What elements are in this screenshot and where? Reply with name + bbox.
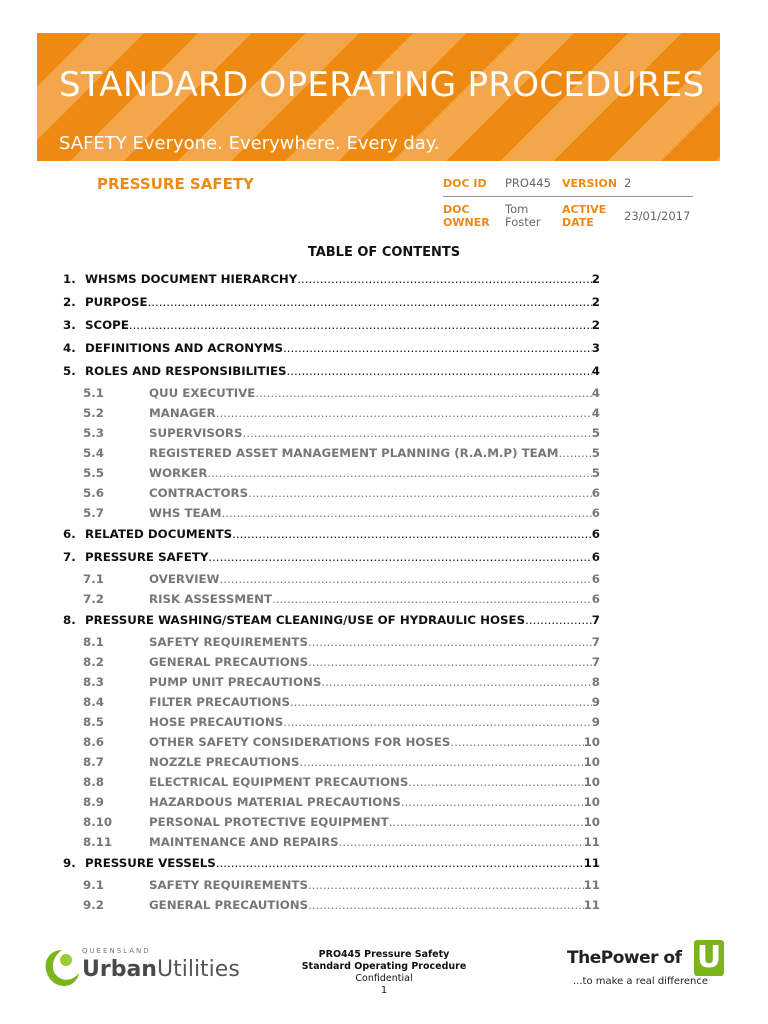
toc-entry-title: GENERAL PRECAUTIONS: [149, 655, 309, 669]
toc-entry[interactable]: [63, 812, 600, 832]
toc-entry-title: REGISTERED ASSET MANAGEMENT PLANNING (R.A.M.P) TEAM: [149, 446, 559, 460]
toc-entry-page: 4: [591, 406, 600, 420]
toc-entry-number: 9.2: [83, 898, 104, 912]
header-banner: [37, 33, 720, 161]
footer-info: [284, 949, 484, 997]
toc-entry-title: MANAGER: [149, 406, 216, 420]
toc-entry[interactable]: [63, 732, 600, 752]
toc-entry-title: PRESSURE SAFETY: [85, 550, 209, 564]
toc-entry-page: 10: [583, 755, 600, 769]
toc-entry-leader: [308, 895, 583, 915]
doc-owner-value: [505, 203, 562, 229]
doc-owner-label-line1: DOC: [443, 203, 470, 216]
toc-entry-leader: [216, 852, 584, 875]
toc-entry-page: 6: [591, 550, 600, 564]
toc-entry[interactable]: [63, 752, 600, 772]
toc-entry-number: 8.3: [83, 675, 104, 689]
toc-entry-leader: [308, 652, 592, 672]
version-value: 2: [624, 175, 632, 190]
toc-entry-leader: [255, 383, 591, 403]
toc-entry-title: OVERVIEW: [149, 572, 220, 586]
toc-entry-number: 8.4: [83, 695, 104, 709]
toc-entry-number: 6.: [63, 527, 76, 541]
meta-row-id: [443, 170, 693, 197]
table-of-contents: [63, 268, 600, 915]
toc-entry[interactable]: [63, 503, 600, 523]
toc-entry-title: NOZZLE PRECAUTIONS: [149, 755, 300, 769]
toc-entry[interactable]: [63, 712, 600, 732]
toc-entry-leader: [299, 752, 583, 772]
toc-entry-page: 6: [591, 572, 600, 586]
toc-entry-number: 8.: [63, 613, 76, 627]
toc-entry-title: PUMP UNIT PRECAUTIONS: [149, 675, 322, 689]
toc-entry-number: 9.1: [83, 878, 104, 892]
doc-owner-first: Tom: [505, 202, 529, 216]
toc-entry[interactable]: [63, 268, 600, 291]
toc-entry-page: 10: [583, 735, 600, 749]
toc-entry[interactable]: [63, 483, 600, 503]
toc-entry-title: SUPERVISORS: [149, 426, 243, 440]
toc-entry-number: 2.: [63, 295, 76, 309]
toc-entry[interactable]: [63, 360, 600, 383]
toc-entry-title: WORKER: [149, 466, 208, 480]
toc-entry-title: RELATED DOCUMENTS: [85, 527, 233, 541]
toc-entry[interactable]: [63, 337, 600, 360]
toc-entry[interactable]: [63, 832, 600, 852]
toc-entry-page: 3: [591, 341, 600, 355]
toc-entry-title: PERSONAL PROTECTIVE EQUIPMENT: [149, 815, 389, 829]
toc-entry-page: 10: [583, 775, 600, 789]
toc-entry-title: RISK ASSESSMENT: [149, 592, 273, 606]
toc-entry-leader: [287, 360, 592, 383]
toc-entry-title: ELECTRICAL EQUIPMENT PRECAUTIONS: [149, 775, 409, 789]
toc-entry-title: SCOPE: [85, 318, 129, 332]
toc-entry-leader: [221, 503, 591, 523]
toc-entry-leader: [401, 792, 584, 812]
toc-entry-page: 2: [591, 295, 600, 309]
toc-title: TABLE OF CONTENTS: [307, 245, 461, 260]
toc-entry[interactable]: [63, 291, 600, 314]
toc-entry-page: 10: [583, 815, 600, 829]
toc-entry-number: 7.1: [83, 572, 104, 586]
toc-entry-leader: [207, 463, 591, 483]
doc-id-label: DOC ID: [443, 176, 487, 190]
urban-utilities-logo: [42, 944, 240, 994]
toc-entry-page: 7: [591, 655, 600, 669]
toc-entry-leader: [308, 875, 584, 895]
footer-doc-name: PRO445 Pressure Safety: [318, 949, 450, 960]
banner-title: STANDARD OPERATING PROCEDURES: [59, 65, 705, 105]
toc-entry-leader: [559, 443, 592, 463]
toc-entry-page: 5: [591, 466, 600, 480]
toc-entry[interactable]: [63, 589, 600, 609]
doc-id-value: PRO445: [505, 175, 551, 190]
toc-entry-page: 6: [591, 527, 600, 541]
toc-entry-page: 6: [591, 506, 600, 520]
toc-entry[interactable]: [63, 569, 600, 589]
toc-entry-page: 7: [591, 635, 600, 649]
active-date-label: [562, 203, 624, 229]
toc-entry-page: 9: [591, 715, 600, 729]
toc-entry-number: 1.: [63, 272, 76, 286]
toc-entry-leader: [321, 672, 591, 692]
toc-entry-page: 7: [591, 613, 600, 627]
doc-owner-label-line2: OWNER: [443, 216, 490, 229]
active-date-value: 23/01/2017: [624, 209, 691, 223]
toc-entry-title: HAZARDOUS MATERIAL PRECAUTIONS: [149, 795, 401, 809]
toc-entry-leader: [208, 546, 591, 569]
toc-entry-number: 3.: [63, 318, 76, 332]
toc-entry-page: 6: [591, 486, 600, 500]
toc-entry-title: WHSMS DOCUMENT HIERARCHY: [85, 272, 298, 286]
banner-subtitle: SAFETY Everyone. Everywhere. Every day.: [59, 133, 440, 154]
toc-entry[interactable]: [63, 672, 600, 692]
toc-entry-number: 8.11: [83, 835, 113, 849]
toc-entry-number: 7.: [63, 550, 76, 564]
toc-entry-number: 8.2: [83, 655, 104, 669]
toc-entry-leader: [308, 632, 592, 652]
active-date-label-line2: DATE: [562, 216, 594, 229]
footer-confidential: Confidential: [355, 973, 413, 984]
toc-entry-number: 5.4: [83, 446, 104, 460]
toc-entry-page: 5: [591, 426, 600, 440]
document-metadata: [443, 170, 693, 229]
toc-entry-page: 2: [591, 272, 600, 286]
version-label: VERSION: [562, 176, 618, 190]
toc-entry-page: 6: [591, 592, 600, 606]
toc-entry-title: PRESSURE VESSELS: [85, 856, 216, 870]
document-title: PRESSURE SAFETY: [97, 175, 254, 193]
toc-entry-number: 5.1: [83, 386, 104, 400]
urban-utilities-mark-icon: [42, 946, 82, 990]
toc-entry-leader: [283, 337, 592, 360]
toc-entry[interactable]: [63, 875, 600, 895]
toc-entry-title: QUU EXECUTIVE: [149, 386, 256, 400]
toc-entry-leader: [129, 314, 592, 337]
toc-entry-number: 5.: [63, 364, 76, 378]
toc-entry[interactable]: [63, 895, 600, 915]
toc-entry-page: 4: [591, 386, 600, 400]
toc-entry[interactable]: [63, 463, 600, 483]
power-of-text: ThePower of: [567, 948, 682, 968]
toc-entry-page: 2: [591, 318, 600, 332]
toc-entry-leader: [525, 609, 592, 632]
toc-entry-title: SAFETY REQUIREMENTS: [149, 878, 308, 892]
power-u-letter: U: [694, 940, 724, 976]
toc-entry-leader: [408, 772, 583, 792]
active-date-label-line1: ACTIVE: [562, 203, 607, 216]
toc-entry-title: PURPOSE: [85, 295, 148, 309]
toc-entry[interactable]: [63, 609, 600, 632]
toc-entry-leader: [339, 832, 584, 852]
toc-entry[interactable]: [63, 652, 600, 672]
toc-entry-page: 10: [583, 795, 600, 809]
toc-entry[interactable]: [63, 792, 600, 812]
toc-entry-title: PRESSURE WASHING/STEAM CLEANING/USE OF HYDRAULIC HOSES: [85, 613, 526, 627]
toc-entry[interactable]: [63, 632, 600, 652]
toc-entry-number: 9.: [63, 856, 76, 870]
toc-entry-leader: [283, 712, 592, 732]
toc-entry-number: 4.: [63, 341, 76, 355]
toc-entry-page: 11: [583, 898, 600, 912]
toc-entry-number: 5.2: [83, 406, 104, 420]
toc-entry[interactable]: [63, 383, 600, 403]
toc-entry-page: 8: [591, 675, 600, 689]
toc-entry-number: 5.6: [83, 486, 104, 500]
toc-entry[interactable]: [63, 423, 600, 443]
toc-entry-number: 5.7: [83, 506, 104, 520]
toc-entry-page: 9: [591, 695, 600, 709]
toc-entry-leader: [389, 812, 584, 832]
toc-entry[interactable]: [63, 852, 600, 875]
toc-entry-page: 4: [591, 364, 600, 378]
toc-entry-number: 7.2: [83, 592, 104, 606]
toc-entry[interactable]: [63, 314, 600, 337]
toc-entry-title: ROLES AND RESPONSIBILITIES: [85, 364, 287, 378]
toc-entry-number: 5.3: [83, 426, 104, 440]
toc-entry[interactable]: [63, 523, 600, 546]
toc-entry-page: 5: [591, 446, 600, 460]
toc-entry-leader: [450, 732, 583, 752]
toc-entry-leader: [248, 483, 592, 503]
toc-entry-leader: [148, 291, 592, 314]
doc-owner-last: Foster: [505, 215, 541, 229]
toc-entry-title: OTHER SAFETY CONSIDERATIONS FOR HOSES: [149, 735, 451, 749]
toc-entry-page: 11: [583, 878, 600, 892]
toc-entry-number: 8.6: [83, 735, 104, 749]
toc-entry-title: GENERAL PRECAUTIONS: [149, 898, 309, 912]
toc-entry-title: MAINTENANCE AND REPAIRS: [149, 835, 339, 849]
toc-entry-title: SAFETY REQUIREMENTS: [149, 635, 308, 649]
footer-page-number: 1: [380, 985, 388, 996]
toc-entry-leader: [290, 692, 592, 712]
logo-small-text: QUEENSLAND: [82, 947, 151, 955]
toc-entry[interactable]: [63, 546, 600, 569]
toc-entry-leader: [297, 268, 591, 291]
power-tagline: ...to make a real difference: [573, 976, 709, 987]
toc-entry-page: 11: [583, 835, 600, 849]
toc-entry-number: 8.7: [83, 755, 104, 769]
toc-entry-leader: [232, 523, 592, 546]
toc-entry-title: HOSE PRECAUTIONS: [149, 715, 284, 729]
toc-entry[interactable]: [63, 772, 600, 792]
toc-entry[interactable]: [63, 443, 600, 463]
toc-entry-leader: [216, 403, 592, 423]
toc-entry[interactable]: [63, 403, 600, 423]
logo-big-text: [82, 957, 240, 982]
logo-urban: Urban: [82, 957, 157, 982]
toc-entry-number: 8.10: [83, 815, 113, 829]
toc-entry-leader: [243, 423, 592, 443]
toc-entry-number: 5.5: [83, 466, 104, 480]
logo-utilities: Utilities: [156, 957, 240, 982]
toc-entry-title: WHS TEAM: [149, 506, 222, 520]
toc-entry-title: CONTRACTORS: [149, 486, 249, 500]
toc-entry-title: FILTER PRECAUTIONS: [149, 695, 290, 709]
toc-entry-number: 8.5: [83, 715, 104, 729]
toc-entry-page: 11: [583, 856, 600, 870]
toc-entry-leader: [220, 569, 592, 589]
toc-entry-leader: [272, 589, 592, 609]
meta-row-owner: [443, 197, 693, 229]
toc-entry-title: DEFINITIONS AND ACRONYMS: [85, 341, 283, 355]
doc-owner-label: [443, 203, 505, 229]
toc-entry-number: 8.8: [83, 775, 104, 789]
footer-doc-type: Standard Operating Procedure: [301, 961, 467, 972]
toc-entry[interactable]: [63, 692, 600, 712]
toc-entry-number: 8.1: [83, 635, 104, 649]
power-of-u-logo: [567, 940, 727, 992]
toc-entry-number: 8.9: [83, 795, 104, 809]
